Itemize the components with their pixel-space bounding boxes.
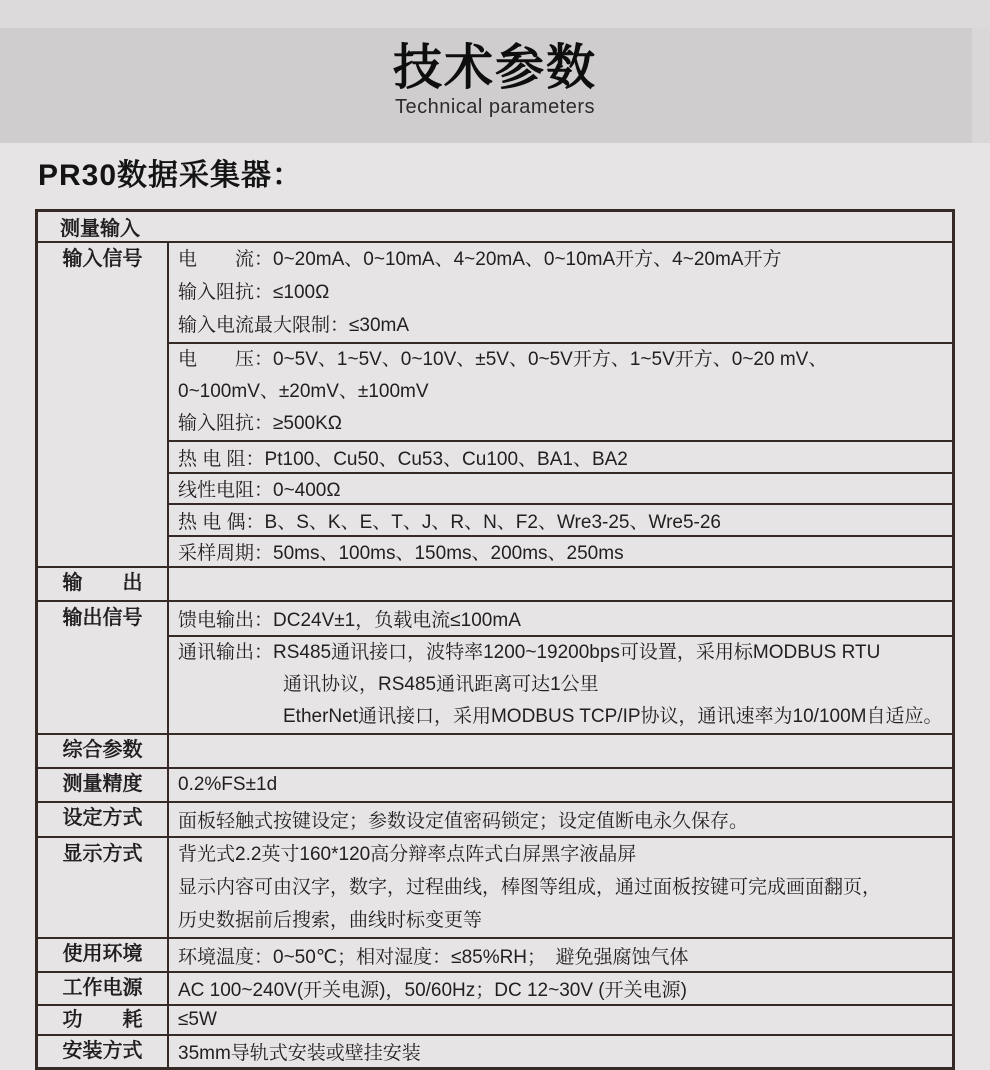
input-signal-label: 输入信号 [38, 243, 169, 566]
max-current-line: 输入电流最大限制：≤30mA [178, 315, 410, 336]
mounting-label: 安装方式 [38, 1036, 169, 1067]
row-output-section [38, 566, 952, 600]
accuracy-value: 0.2%FS±1d [178, 774, 278, 795]
display-line-2: 显示内容可由汉字，数字，过程曲线，棒图等组成，通过面板按键可完成画面翻页， [178, 877, 882, 898]
thermocouple-row [169, 503, 952, 535]
feed-output-value: 馈电输出：DC24V±1，负载电流≤100mA [178, 610, 521, 631]
mounting-value: 35mm导轨式安装或壁挂安装 [178, 1043, 421, 1064]
title-band [0, 28, 990, 143]
row-display [38, 836, 952, 937]
section-label: 测量输入 [60, 218, 140, 240]
voltage-group [169, 342, 952, 440]
power-label: 工作电源 [38, 973, 169, 1004]
feed-output-row [169, 602, 952, 635]
row-input-signal [38, 241, 952, 566]
output-section-empty [169, 568, 952, 600]
row-mounting [38, 1034, 952, 1067]
display-value [169, 838, 952, 937]
setting-label: 设定方式 [38, 803, 169, 836]
current-group [169, 243, 952, 342]
voltage-line-2: 0~100mV、±20mV、±100mV [178, 381, 429, 402]
setting-value: 面板轻触式按键设定；参数设定值密码锁定；设定值断电永久保存。 [178, 811, 749, 832]
environment-value: 环境温度：0~50℃；相对湿度：≤85%RH； 避免强腐蚀气体 [178, 946, 689, 968]
consumption-label: 功 耗 [38, 1006, 169, 1034]
voltage-impedance-line: 输入阻抗：≥500KΩ [178, 413, 343, 434]
power-value: AC 100~240V(开关电源)，50/60Hz；DC 12~30V (开关电源) [178, 980, 687, 1001]
comm-output-line-3: EtherNet通讯接口，采用MODBUS TCP/IP协议，通讯速率为10/100M自适应。 [283, 706, 943, 727]
page-title: 技术参数 [392, 41, 597, 95]
row-measure-input-section [38, 212, 952, 241]
thermocouple-value: 热 电 偶：B、S、K、E、T、J、R、N、F2、Wre3-25、Wre5-26 [178, 511, 721, 533]
row-output-signal [38, 600, 952, 733]
row-environment [38, 937, 952, 971]
row-general-section [38, 733, 952, 767]
spec-table [35, 209, 955, 1070]
row-setting [38, 801, 952, 836]
band-right-strip [972, 28, 990, 143]
current-line: 电 流：0~20mA、0~10mA、4~20mA、0~10mA开方、4~20mA开方 [178, 249, 782, 270]
display-line-1: 背光式2.2英寸160*120高分辩率点阵式白屏黑字液晶屏 [178, 844, 637, 865]
sampling-period-value: 采样周期：50ms、100ms、150ms、200ms、250ms [178, 543, 624, 564]
row-power [38, 971, 952, 1004]
top-strip [0, 0, 990, 28]
comm-output-line-2: 通讯协议，RS485通讯距离可达1公里 [283, 674, 599, 695]
input-signal-values [169, 243, 952, 566]
linear-resistance-value: 线性电阻：0~400Ω [178, 480, 341, 501]
input-impedance-line: 输入阻抗：≤100Ω [178, 282, 330, 303]
general-section-empty [169, 735, 952, 767]
comm-output-line-1: 通讯输出：RS485通讯接口，波特率1200~19200bps可设置，采用标MODBUS RTU [178, 642, 881, 663]
display-line-3: 历史数据前后搜索，曲线时标变更等 [178, 910, 483, 931]
row-accuracy [38, 767, 952, 801]
thermal-resistance-value: 热 电 阻：Pt100、Cu50、Cu53、Cu100、BA1、BA2 [178, 448, 628, 470]
general-section-label: 综合参数 [38, 735, 169, 767]
voltage-line-1: 电 压：0~5V、1~5V、0~10V、±5V、0~5V开方、1~5V开方、0~20 mV、 [178, 349, 828, 370]
sampling-period-row [169, 535, 952, 566]
accuracy-label: 测量精度 [38, 769, 169, 801]
output-section-label: 输 出 [38, 568, 169, 600]
comm-output-row [169, 635, 952, 733]
output-signal-values [169, 602, 952, 733]
thermal-resistance-row [169, 440, 952, 472]
consumption-value: ≤5W [178, 1009, 217, 1030]
linear-resistance-row [169, 472, 952, 503]
product-heading: PR30数据采集器： [38, 159, 304, 192]
environment-label: 使用环境 [38, 939, 169, 971]
display-label: 显示方式 [38, 838, 169, 937]
page-subtitle: Technical parameters [394, 96, 596, 118]
row-consumption [38, 1004, 952, 1034]
output-signal-label: 输出信号 [38, 602, 169, 733]
